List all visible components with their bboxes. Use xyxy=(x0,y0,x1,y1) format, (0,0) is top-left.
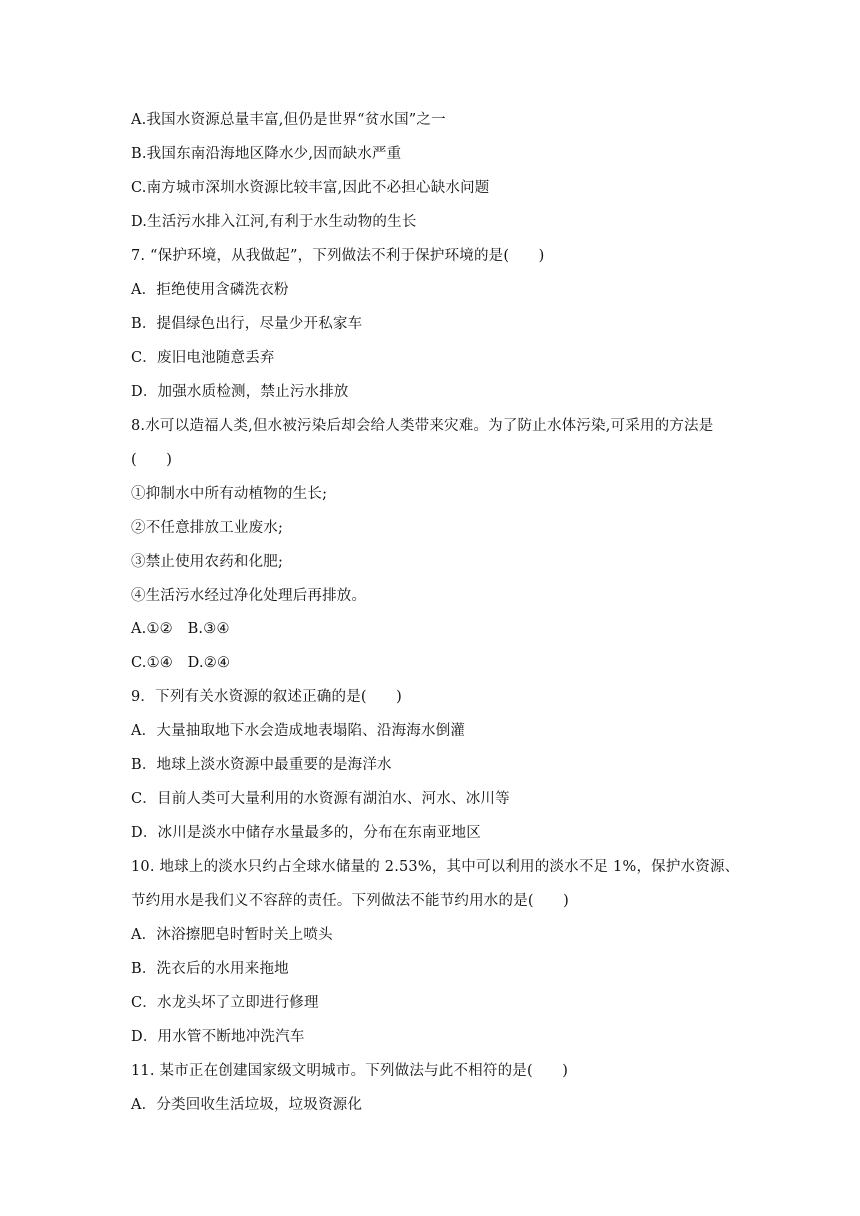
option-line: A．大量抽取地下水会造成地表塌陷、沿海海水倒灌 xyxy=(131,723,466,739)
option-line: B．洗衣后的水用来拖地 xyxy=(131,961,289,977)
statement-line: ③禁止使用农药和化肥; xyxy=(131,554,284,570)
statement-line: ②不任意排放工业废水; xyxy=(131,520,284,536)
option-line: D．用水管不断地冲洗汽车 xyxy=(131,1029,305,1045)
option-line: D．冰川是淡水中储存水量最多的，分布在东南亚地区 xyxy=(131,825,481,841)
option-line: A．沐浴擦肥皂时暂时关上喷头 xyxy=(131,927,333,943)
question-line: 9．下列有关水资源的叙述正确的是( ) xyxy=(131,689,403,705)
option-line: B．提倡绿色出行，尽量少开私家车 xyxy=(131,316,363,332)
option-line: D．加强水质检测，禁止污水排放 xyxy=(131,384,349,400)
option-line: B．地球上淡水资源中最重要的是海洋水 xyxy=(131,757,392,773)
statement-line: ④生活污水经过净化处理后再排放。 xyxy=(131,588,367,604)
option-line: A．分类回收生活垃圾，垃圾资源化 xyxy=(131,1097,363,1113)
option-line: D.生活污水排入江河,有利于水生动物的生长 xyxy=(131,214,417,230)
question-line: ( ) xyxy=(131,452,173,468)
option-line: C．废旧电池随意丢弃 xyxy=(131,350,275,366)
statement-line: ①抑制水中所有动植物的生长; xyxy=(131,486,328,502)
option-line: A.我国水资源总量丰富,但仍是世界“贫水国”之一 xyxy=(131,112,446,128)
option-line: A.①② B.③④ xyxy=(131,621,230,637)
option-line: C.①④ D.②④ xyxy=(131,655,231,671)
question-line: 7. “保护环境，从我做起”，下列做法不利于保护环境的是( ) xyxy=(131,248,545,264)
option-line: A．拒绝使用含磷洗衣粉 xyxy=(131,282,289,298)
question-line: 10. 地球上的淡水只约占全球水储量的 2.53%，其中可以利用的淡水不足 1%，保护水资源、 xyxy=(131,859,740,875)
question-line: 8.水可以造福人类,但水被污染后却会给人类带来灾难。为了防止水体污染,可采用的方法是 xyxy=(131,418,714,434)
question-line: 节约用水是我们义不容辞的责任。下列做法不能节约用水的是( ) xyxy=(131,893,570,909)
option-line: C．目前人类可大量利用的水资源有湖泊水、河水、冰川等 xyxy=(131,791,510,807)
option-line: B.我国东南沿海地区降水少,因而缺水严重 xyxy=(131,146,402,162)
option-line: C．水龙头坏了立即进行修理 xyxy=(131,995,319,1011)
question-line: 11. 某市正在创建国家级文明城市。下列做法与此不相符的是( ) xyxy=(131,1063,569,1079)
option-line: C.南方城市深圳水资源比较丰富,因此不必担心缺水问题 xyxy=(131,180,490,196)
